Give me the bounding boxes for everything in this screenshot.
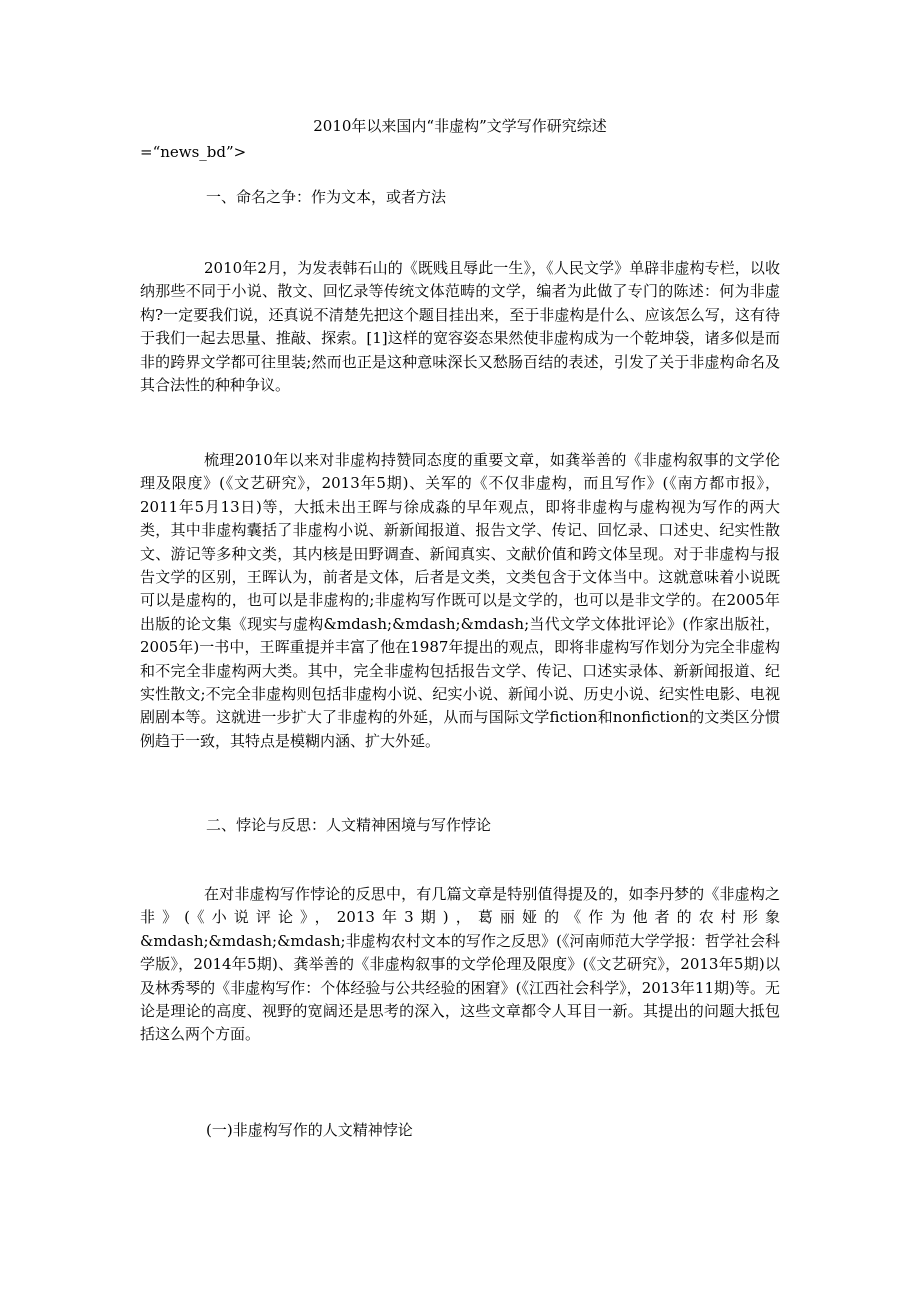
stray-markup-text: =“news_bd”>	[140, 143, 247, 161]
document-title: 2010年以来国内“非虚构”文学写作研究综述	[313, 117, 607, 135]
paragraph-1: 2010年2月，为发表韩石山的《既贱且辱此一生》，《人民文学》单辟非虚构专栏，以收纳那些不同于小说、散文、回忆录等传统文体范畴的文学，编者为此做了专门的陈述：何为非虚构?一定要我们说，还真说不清楚先把这个题目挂出来，至于非虚构是什么、应该怎么写，这有待于我们一起去思量、推敲、探索。[1]这样的宽容姿态果然使非虚构成为一个乾坤袋，诸多似是而非的跨界文学都可往里装;然而也正是这种意味深长又愁肠百结的表述，引发了关于非虚构命名及其合法性的种种争议。	[140, 259, 780, 395]
subsection-1-heading: (一)非虚构写作的人文精神悖论	[206, 1121, 413, 1139]
section-2-heading: 二、悖论与反思：人文精神困境与写作悖论	[206, 816, 492, 834]
section-1-heading: 一、命名之争：作为文本，或者方法	[206, 188, 447, 206]
paragraph-2: 梳理2010年以来对非虚构持赞同态度的重要文章，如龚举善的《非虚构叙事的文学伦理及限度》(《文艺研究》，2013年5期)、关军的《不仅非虚构，而且写作》(《南方都市报》，2011年5月13日)等，大抵未出王晖与徐成淼的早年观点，即将非虚构与虚构视为写作的两大类，其中非虚构囊括了非虚构小说、新新闻报道、报告文学、传记、回忆录、口述史、纪实性散文、游记等多种文类，其内核是田野调查、新闻真实、文献价值和跨文体呈现。对于非虚构与报告文学的区别，王晖认为，前者是文体，后者是文类，文类包含于文体当中。这就意味着小说既可以是虚构的，也可以是非虚构的;非虚构写作既可以是文学的，也可以是非文学的。在2005年出版的论文集《现实与虚构&mdash;&mdash;&mdash;当代文学文体批评论》(作家出版社，2005年)一书中，王晖重提并丰富了他在1987年提出的观点，即将非虚构写作划分为完全非虚构和不完全非虚构两大类。其中，完全非虚构包括报告文学、传记、口述实录体、新新闻报道、纪实性散文;不完全非虚构则包括非虚构小说、纪实小说、新闻小说、历史小说、纪实性电影、电视剧剧本等。这就进一步扩大了非虚构的外延，从而与国际文学fiction和nonfiction的文类区分惯例趋于一致，其特点是模糊内涵、扩大外延。	[140, 451, 781, 750]
paragraph-3: 在对非虚构写作悖论的反思中，有几篇文章是特别值得提及的，如李丹梦的《非虚构之非》(《小说评论》，2013年3期)，葛丽娅的《作为他者的农村形象&mdash;&mdash;&mdash;非虚构农村文本的写作之反思》(《河南师范大学学报：哲学社会科学版》，2014年5期)、龚举善的《非虚构叙事的文学伦理及限度》(《文艺研究》，2013年5期)以及林秀琴的《非虚构写作：个体经验与公共经验的困窘》(《江西社会科学》，2013年11期)等。无论是理论的高度、视野的宽阔还是思考的深入，这些文章都令人耳目一新。其提出的问题大抵包括这么两个方面。	[140, 885, 780, 1044]
